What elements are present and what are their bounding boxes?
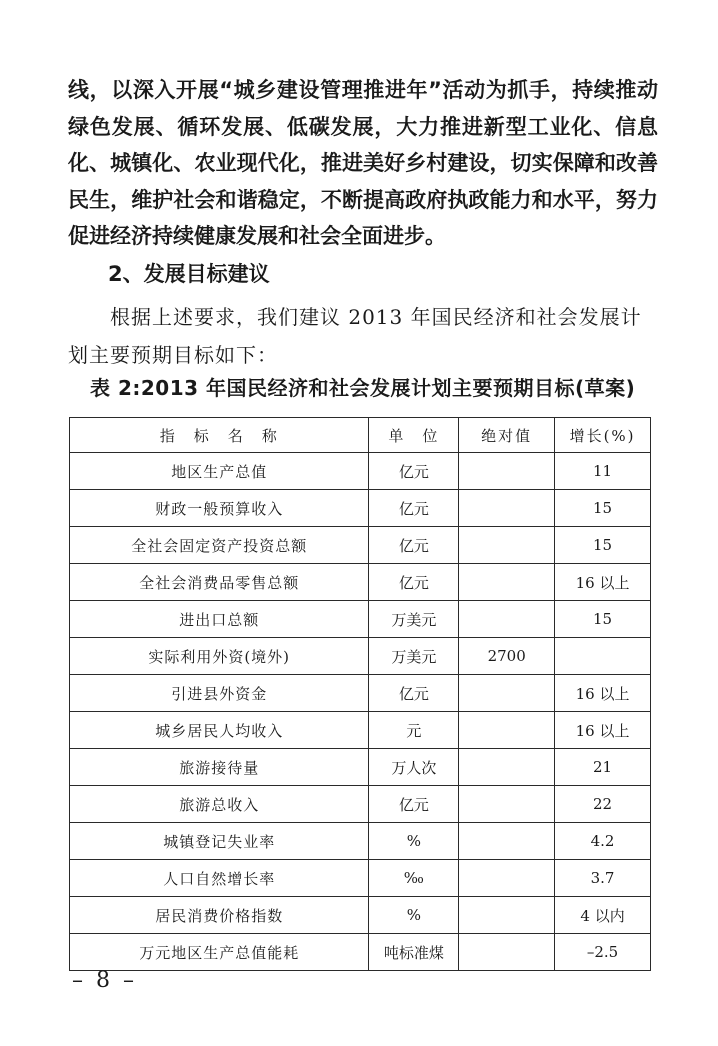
table-row xyxy=(70,712,651,749)
indicator-unit: 亿元 xyxy=(369,786,459,823)
indicator-growth: 22 xyxy=(555,786,651,823)
indicator-absolute xyxy=(459,527,555,564)
table-row xyxy=(70,490,651,527)
indicator-growth: 4 以内 xyxy=(555,897,651,934)
indicator-absolute xyxy=(459,823,555,860)
indicator-absolute xyxy=(459,453,555,490)
indicator-growth: 3.7 xyxy=(555,860,651,897)
indicator-growth: 15 xyxy=(555,601,651,638)
indicator-name: 进出口总额 xyxy=(70,601,369,638)
indicator-unit: % xyxy=(369,823,459,860)
table-row xyxy=(70,564,651,601)
indicator-growth xyxy=(555,638,651,675)
indicator-growth: 11 xyxy=(555,453,651,490)
table-row xyxy=(70,749,651,786)
body-paragraph: 根据上述要求，我们建议 2013 年国民经济和社会发展计划主要预期目标如下： xyxy=(68,305,642,367)
indicator-growth: 16 以上 xyxy=(555,712,651,749)
indicator-growth: 16 以上 xyxy=(555,564,651,601)
table-row xyxy=(70,601,651,638)
indicator-absolute xyxy=(459,749,555,786)
indicator-absolute xyxy=(459,860,555,897)
indicator-name: 旅游接待量 xyxy=(70,749,369,786)
indicator-unit: 亿元 xyxy=(369,527,459,564)
table-row xyxy=(70,786,651,823)
indicator-absolute xyxy=(459,934,555,971)
indicator-unit: 吨标准煤 xyxy=(369,934,459,971)
table-row xyxy=(70,675,651,712)
indicator-unit: 元 xyxy=(369,712,459,749)
header-indicator-name: 指 标 名 称 xyxy=(70,418,369,453)
indicator-unit: % xyxy=(369,897,459,934)
header-absolute-value: 绝对值 xyxy=(459,418,555,453)
table-row xyxy=(70,934,651,971)
indicator-name: 城镇登记失业率 xyxy=(70,823,369,860)
table-header-row xyxy=(70,418,651,453)
indicator-unit: 亿元 xyxy=(369,675,459,712)
header-growth: 增长(%) xyxy=(555,418,651,453)
header-unit: 单 位 xyxy=(369,418,459,453)
table-row xyxy=(70,897,651,934)
indicator-name: 全社会消费品零售总额 xyxy=(70,564,369,601)
indicator-unit: ‰ xyxy=(369,860,459,897)
indicator-unit: 亿元 xyxy=(369,453,459,490)
indicator-growth: 4.2 xyxy=(555,823,651,860)
indicator-name: 人口自然增长率 xyxy=(70,860,369,897)
table-row xyxy=(70,823,651,860)
indicator-name: 实际利用外资(境外) xyxy=(70,638,369,675)
indicator-absolute xyxy=(459,786,555,823)
indicator-unit: 万人次 xyxy=(369,749,459,786)
indicator-absolute xyxy=(459,897,555,934)
indicator-name: 万元地区生产总值能耗 xyxy=(70,934,369,971)
table-row xyxy=(70,638,651,675)
indicator-name: 引进县外资金 xyxy=(70,675,369,712)
indicator-growth: –2.5 xyxy=(555,934,651,971)
body-paragraph-bold: 线，以深入开展“城乡建设管理推进年”活动为抓手，持续推动绿色发展、循环发展、低碳发展，大力推进新型工业化、信息化、城镇化、农业现代化，推进美好乡村建设，切实保障和改善民生，维护社会和谐稳定，不断提高政府执政能力和水平，努力促进经济持续健康发展和社会全面进步。 xyxy=(68,78,658,248)
page-number: – 8 – xyxy=(72,968,137,993)
table-row xyxy=(70,860,651,897)
indicator-unit: 万美元 xyxy=(369,601,459,638)
indicator-name: 旅游总收入 xyxy=(70,786,369,823)
indicator-absolute xyxy=(459,490,555,527)
indicator-absolute: 2700 xyxy=(459,638,555,675)
table-row xyxy=(70,453,651,490)
indicator-growth: 21 xyxy=(555,749,651,786)
indicator-growth: 15 xyxy=(555,490,651,527)
indicator-name: 地区生产总值 xyxy=(70,453,369,490)
indicator-unit: 亿元 xyxy=(369,564,459,601)
indicator-growth: 16 以上 xyxy=(555,675,651,712)
indicator-name: 居民消费价格指数 xyxy=(70,897,369,934)
indicator-name: 全社会固定资产投资总额 xyxy=(70,527,369,564)
table-row xyxy=(70,527,651,564)
section-heading: 2、发展目标建议 xyxy=(108,262,270,286)
targets-table xyxy=(69,417,651,971)
indicator-unit: 亿元 xyxy=(369,490,459,527)
indicator-name: 财政一般预算收入 xyxy=(70,490,369,527)
indicator-absolute xyxy=(459,564,555,601)
indicator-absolute xyxy=(459,601,555,638)
table-caption: 表 2:2013 年国民经济和社会发展计划主要预期目标(草案) xyxy=(90,376,636,400)
indicator-unit: 万美元 xyxy=(369,638,459,675)
indicator-growth: 15 xyxy=(555,527,651,564)
indicator-absolute xyxy=(459,712,555,749)
indicator-name: 城乡居民人均收入 xyxy=(70,712,369,749)
indicator-absolute xyxy=(459,675,555,712)
